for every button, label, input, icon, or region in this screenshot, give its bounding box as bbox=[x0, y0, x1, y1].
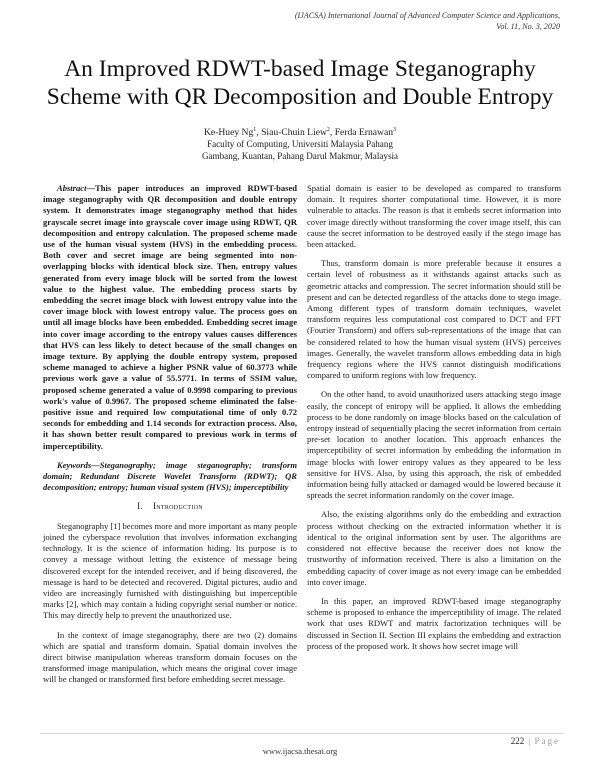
section-heading-introduction bbox=[43, 501, 297, 512]
section-title: Introduction bbox=[152, 501, 203, 512]
author-affiliation-mark: 1 bbox=[253, 127, 257, 133]
section-number: I. bbox=[137, 501, 143, 512]
author-separator: , bbox=[256, 127, 262, 138]
page-separator: | bbox=[528, 736, 531, 746]
affiliation-line-2: Gambang, Kuantan, Pahang Darul Makmur, Malaysia bbox=[201, 150, 399, 161]
affiliation-line-1: Faculty of Computing, Universiti Malaysia Pahang bbox=[207, 139, 393, 149]
page-number bbox=[511, 736, 560, 746]
abstract-dash: — bbox=[86, 183, 95, 193]
keywords-label: Keywords bbox=[57, 459, 92, 470]
author-name: Ke-Huey Ng bbox=[203, 127, 254, 138]
keywords-text: Steganography; image steganography; transform domain; Redundant Discrete Wavelet Transform (RDWT); QR decomposition; entropy; human visual system (HVS); imperceptibility bbox=[43, 459, 297, 493]
abstract-text: This paper introduces an improved RDWT-based image steganography with QR decomposition and double entropy system. It demonstrates image steganography method that hides grayscale secret image into grayscale cover image using RDWT, QR decomposition and entropy calculation. The proposed scheme made use of the human visual system (HVS) in the embedding process. Both cover and secret image are being segmented into non-overlapping blocks with identical block size. Then, entropy values generated from every image block will be sorted from the lowest value to the highest value. The embedding process starts by embedding the secret image block with lowest entropy value into the cover image block with lowest entropy value. The process goes on until all image blocks have been embedded. Embedding secret image into cover image according to the entropy values causes differences that HVS can less likely to detect because of the small changes on image texture. By applying the double entropy system, proposed scheme managed to achieve a higher PSNR value of 60.3773 while previous work gave a value of 55.5771. In terms of SSIM value, proposed scheme generated a value of 0.9998 comparing to previous work's value of 0.9967. The proposed scheme eliminated the false-positive issue and required low computational time of only 0.72 seconds for embedding and 1.14 seconds for extraction process. Also, it has shown better result compared to previous work in terms of imperceptibility. bbox=[43, 183, 297, 451]
title-line-2: Scheme with QR Decomposition and Double Entropy bbox=[46, 84, 554, 110]
page-label: Page bbox=[534, 736, 560, 746]
author-name: Ferda Ernawan bbox=[334, 127, 394, 138]
footer-url: www.ijacsa.thesai.org bbox=[262, 746, 338, 756]
footer-divider bbox=[40, 733, 564, 734]
keywords bbox=[43, 460, 297, 494]
author-affiliation-mark: 3 bbox=[393, 127, 397, 133]
body-paragraph: In this paper, an improved RDWT-based image steganography scheme is proposed to enhance the imperceptibility of image. The related work that uses RDWT and matrix factorization techniques will be discussed in Section II. Section III explains the embedding and extraction process of the proposed work. It shows how secret image will bbox=[307, 595, 561, 651]
keywords-dash: — bbox=[91, 459, 100, 470]
right-column bbox=[307, 183, 561, 660]
title-line-1: An Improved RDWT-based Image Steganography bbox=[64, 56, 536, 82]
body-paragraph: Steganography [1] becomes more and more important as many people joined the cyberspace revolution that involves information exchanging technology. It is the science of information hiding. Its purpose is to convey a message without letting the existence of message being discovered except for the intended receiver, and if being discovered, the message is hard to be detected and recovered. Digital pictures, audio and video are increasingly furnished with distinguishing but imperceptible marks [2], which may contain a hiding copyright serial number or notice. This may directly help to prevent the unauthorized use. bbox=[43, 520, 297, 621]
affiliation bbox=[0, 139, 600, 162]
abstract-label: Abstract bbox=[57, 183, 87, 193]
paper-title bbox=[0, 55, 600, 111]
body-paragraph: Thus, transform domain is more preferable because it ensures a certain level of robustness as it withstands against attacks such as geometric attacks and compression. The secret information should still be present and can be detected regardless of the attacks done to stego image. Among different types of transform domain techniques, wavelet transform requires less computational cost compared to DCT and FFT (Fourier Transform) and offers sub-representations of the image that can be considered related to how the human visual system (HVS) perceives images. Generally, the wavelet transform allows embedding data in high frequency regions where the HVS cannot distinguish modifications compared to uniform regions with low frequency. bbox=[307, 258, 561, 381]
author-affiliation-mark: 2 bbox=[326, 127, 330, 133]
journal-volume: Vol. 11, No. 3, 2020 bbox=[496, 22, 560, 31]
body-paragraph: Also, the existing algorithms only do the embedding and extraction process without checking on the extracted information whether it is identical to the original information sent by user. The algorithms are considered not effective because the receiver does not know the trustworthy of information received. There is also a limitation on the embedding capacity of cover image as not every image can be embedded into cover image. bbox=[307, 509, 561, 587]
author-name: Siau-Chuin Liew bbox=[261, 127, 327, 138]
author-list bbox=[0, 127, 600, 139]
body-paragraph: On the other hand, to avoid unauthorized users attacking stego image easily, the concept of entropy will be applied. It allows the embedding process to be done randomly on image blocks based on the calculation of entropy instead of sequentially placing the secret information from certain pre-set location to another location. This approach enhances the imperceptibility of secret information by embedding the information in image blocks with lower entropy values as they appeared to be less sensitive for HVS. Also, by using this approach, the risk of embedded information being fully attacked or damaged would be lowered because it spreads the secret information randomly on the cover image. bbox=[307, 389, 561, 501]
page-number-value: 222 bbox=[510, 736, 525, 746]
author-separator: , bbox=[329, 127, 335, 138]
body-paragraph: Spatial domain is easier to be developed as compared to transform domain. It requires shorter computational time. However, it is more vulnerable to attacks. The reason is that it embeds secret information into cover image directly without transforming the cover image itself, this can cause the secret information to be destroyed easily if the stego image has been attacked. bbox=[307, 183, 561, 250]
left-column bbox=[43, 183, 297, 694]
journal-name: (IJACSA) International Journal of Advanced Computer Science and Applications, bbox=[294, 11, 560, 20]
abstract bbox=[43, 183, 297, 452]
running-header bbox=[160, 10, 560, 32]
body-paragraph: In the context of image steganography, there are two (2) domains which are spatial and transform domain. Spatial domain involves the direct bitwise manipulation whereas transform domain focuses on the transformed image manipulation, which means the original cover image will be changed or transformed first before embedding secret message. bbox=[43, 629, 297, 685]
